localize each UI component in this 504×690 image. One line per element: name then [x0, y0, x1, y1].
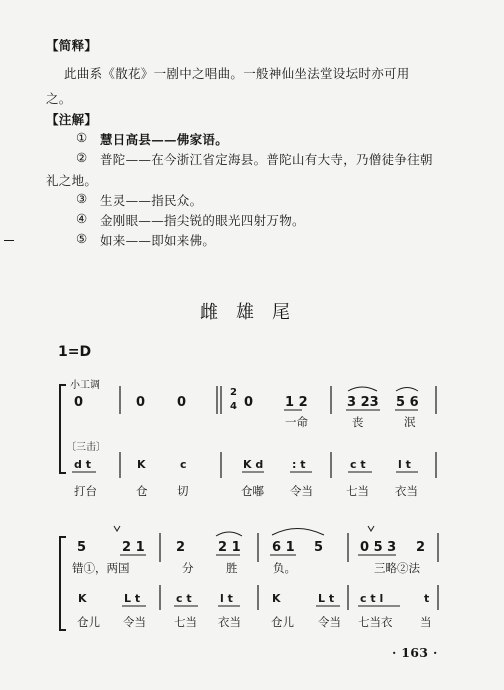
s1-pglyph-7: l t — [398, 458, 411, 471]
note-2-continuation: 礼之地。 — [46, 173, 98, 188]
s1-perc-7: 衣当 — [395, 484, 418, 498]
s1-note-6: 3 23 — [347, 395, 379, 410]
s1-note-4: 0 — [244, 395, 254, 410]
s2-note-7: 0 5 3 — [360, 540, 397, 555]
s1-bracket — [60, 385, 66, 473]
s2-perc-4: 衣当 — [218, 615, 241, 629]
s2-breath-2 — [368, 526, 374, 531]
zhujie-header: 【注解】 — [46, 112, 98, 127]
s2-note-1: 5 — [77, 540, 87, 555]
s2-pglyph-4: l t — [220, 592, 233, 605]
note-1-num: ① — [76, 130, 88, 145]
key-signature: 1=D — [58, 344, 92, 360]
s1-timesig-bottom: 4 — [230, 401, 237, 412]
s1-pglyph-5: : t — [292, 458, 306, 471]
s2-note-8: 2 — [416, 540, 426, 555]
jianshi-line-1: 此曲系《散花》一剧中之唱曲。一般神仙坐法堂设坛时亦可用 — [64, 66, 410, 81]
s2-pglyph-8: t — [424, 592, 430, 605]
s1-note-3: 0 — [177, 395, 187, 410]
s1-lyric-2: 丧 — [352, 415, 364, 429]
s1-lyric-1: 一命 — [285, 415, 308, 429]
s2-perc-5: 仓儿 — [271, 615, 294, 629]
jianshi-line-2: 之。 — [46, 91, 72, 106]
s2-perc-7: 七当衣 — [358, 615, 393, 629]
s2-perc-6: 令当 — [318, 615, 341, 629]
s2-note-3: 2 — [176, 540, 186, 555]
s2-note-6: 5 — [314, 540, 324, 555]
note-5-num: ⑤ — [76, 231, 88, 246]
s1-perc-2: 仓 — [136, 484, 148, 498]
s1-perc-4: 仓嘟 — [241, 484, 264, 498]
system1-perc-label: 〔三击〕 — [66, 442, 106, 453]
s1-note-1: 0 — [74, 395, 84, 410]
s2-note-5: 6 1 — [272, 540, 295, 555]
s1-perc-6: 七当 — [346, 484, 369, 498]
song-title: 雌雄尾 — [200, 302, 308, 323]
note-2-text: 普陀——在今浙江省定海县。普陀山有大寺，乃僧徒争往朝 — [100, 152, 433, 167]
s2-pglyph-6: L t — [318, 592, 335, 605]
s2-pglyph-1: K — [78, 592, 87, 605]
s1-perc-5: 令当 — [290, 484, 313, 498]
s2-note-4: 2 1 — [218, 540, 241, 555]
s2-perc-2: 令当 — [123, 615, 146, 629]
s1-pglyph-1: d t — [74, 458, 91, 471]
s1-note-5: 1 2 — [285, 395, 308, 410]
note-3-num: ③ — [76, 191, 88, 206]
s2-breath-1 — [114, 526, 120, 531]
s1-note-2: 0 — [136, 395, 146, 410]
s2-pglyph-3: c t — [176, 592, 192, 605]
page-number: · 163 · — [392, 645, 438, 660]
s2-lyric-3: 胜 — [226, 561, 238, 575]
s1-perc-3: 切 — [177, 484, 189, 498]
s2-pglyph-7: c t l — [360, 592, 384, 605]
s1-slur-2 — [396, 388, 418, 392]
note-3-text: 生灵——指民众。 — [100, 193, 203, 208]
s2-lyric-1: 错①，两国 — [72, 561, 130, 575]
s1-note-7: 5 6 — [396, 395, 419, 410]
s2-perc-8: 当 — [420, 615, 432, 629]
note-4-num: ④ — [76, 211, 88, 226]
s2-lyric-4: 负。 — [273, 561, 296, 575]
s2-note-2: 2 1 — [122, 540, 145, 555]
note-1-text: 慧日高县——佛家语。 — [100, 132, 229, 147]
s2-pglyph-2: L t — [124, 592, 141, 605]
s1-pglyph-6: c t — [350, 458, 366, 471]
s2-bracket — [60, 537, 66, 630]
s2-lyric-5: 三略②法 — [374, 561, 420, 575]
s1-pglyph-3: c — [180, 458, 187, 471]
s2-pglyph-5: K — [272, 592, 281, 605]
s2-slur-2 — [272, 529, 324, 536]
system1-melody-label: 小工调 — [70, 380, 100, 391]
note-5-text: 如来——即如来佛。 — [100, 233, 216, 248]
s2-perc-1: 仓儿 — [77, 615, 100, 629]
note-2-num: ② — [76, 150, 88, 165]
note-4-text: 金刚眼——指尖锐的眼光四射万物。 — [100, 213, 305, 228]
s1-lyric-3: 泯 — [404, 415, 416, 429]
s2-lyric-2: 分 — [182, 561, 194, 575]
s1-pglyph-4: K d — [243, 458, 264, 471]
s1-perc-1: 打台 — [74, 484, 97, 498]
s1-slur-1 — [348, 387, 377, 391]
s1-timesig-top: 2 — [230, 387, 237, 398]
s1-pglyph-2: K — [137, 458, 146, 471]
s2-perc-3: 七当 — [174, 615, 197, 629]
s2-slur-1 — [216, 532, 242, 536]
jianshi-header: 【简释】 — [46, 38, 98, 53]
